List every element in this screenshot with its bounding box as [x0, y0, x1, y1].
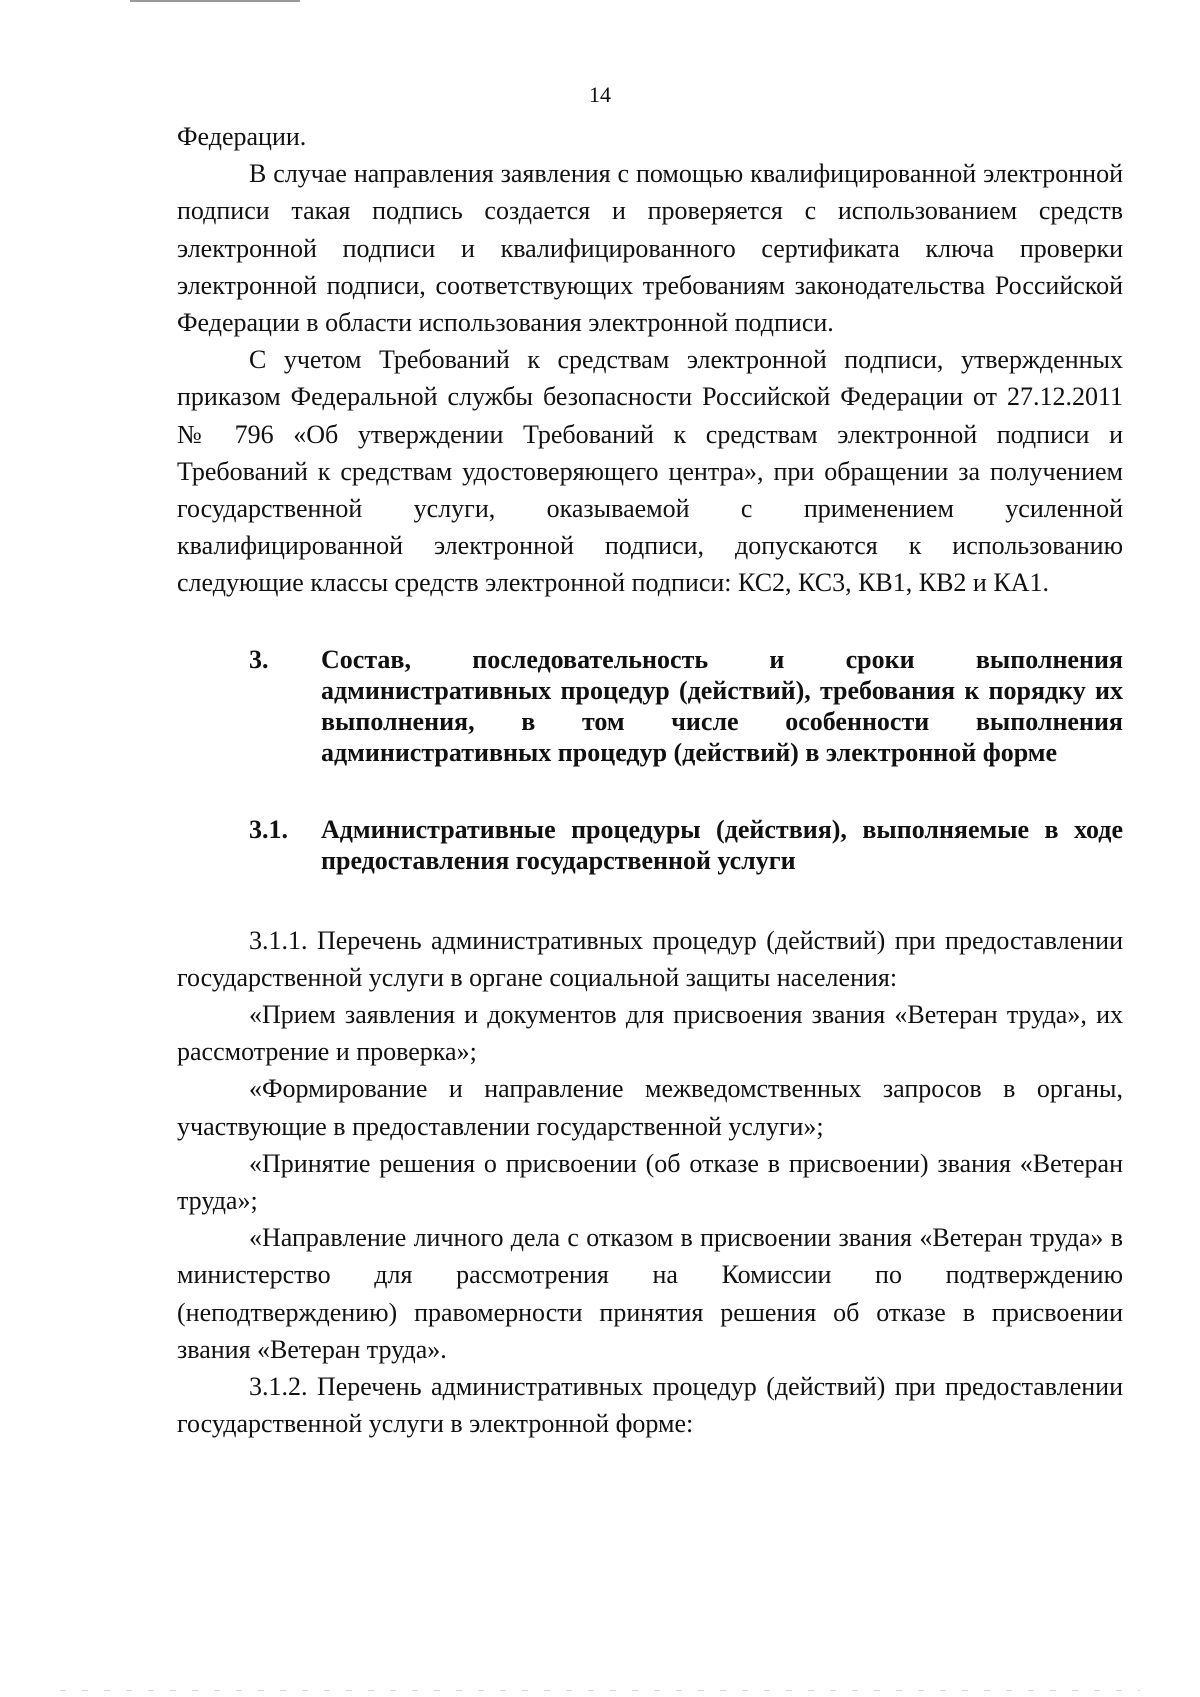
section-title: Административные процедуры (действия), выполняемые в ходе предоставления государственной услуги	[321, 814, 1123, 875]
section-number: 3.	[249, 644, 269, 674]
paragraph-qualified-signature: В случае направления заявления с помощью квалифицированной электронной подписи такая подпись создается и проверяется с использованием средств электронной подписи и квалифицированного сертификата ключа проверки электронной подписи, соответствующих требованиям законодательства Российской Федерации в области использования электронной подписи.	[177, 159, 1123, 338]
section-number: 3.1.	[249, 814, 288, 844]
section-title: Состав, последовательность и сроки выполнения административных процедур (действий), требования к порядку их выполнения, в том числе особенности выполнения административных процедур (действий) в электронной форме	[321, 644, 1123, 767]
procedure-item-2: «Формирование и направление межведомственных запросов в органы, участвующие в предоставлении государственной услуги»;	[177, 1074, 1123, 1141]
paragraph-signature-classes: С учетом Требований к средствам электронной подписи, утвержденных приказом Федеральной службы безопасности Российской Федерации от 27.12.2011 № 796 «Об утверждении Требований к средствам электронной подписи и Требований к средствам удостоверяющего центра», при обращении за получением государственной услуги, оказываемой с применением усиленной квалифицированной электронной подписи, допускаются к использованию следующие классы средств электронной подписи: КС2, КС3, КВ1, КВ2 и КА1.	[177, 345, 1123, 598]
item-3-1-2: 3.1.2. Перечень административных процедур (действий) при предоставлении государственной услуги в электронной форме:	[177, 1372, 1123, 1439]
scan-edge-top	[130, 0, 300, 2]
scan-edge-bottom	[60, 1690, 1140, 1691]
item-3-1-1: 3.1.1. Перечень административных процедур (действий) при предоставлении государственной услуги в органе социальной защиты населения:	[177, 925, 1123, 992]
procedure-item-1: «Прием заявления и документов для присвоения звания «Ветеран труда», их рассмотрение и проверка»;	[177, 1000, 1123, 1067]
section-heading-3-1	[177, 814, 1123, 876]
procedure-item-4: «Направление личного дела с отказом в присвоении звания «Ветеран труда» в министерство для рассмотрения на Комиссии по подтверждению (неподтверждению) правомерности принятия решения об отказе в присвоении звания «Ветеран труда».	[177, 1223, 1123, 1364]
section-heading-3	[177, 644, 1123, 768]
procedure-item-3: «Принятие решения о присвоении (об отказе в присвоении) звания «Ветеран труда»;	[177, 1148, 1123, 1216]
paragraph-continuation: Федерации.	[177, 122, 307, 151]
document-body	[177, 118, 1123, 1442]
page-number: 14	[589, 82, 611, 107]
